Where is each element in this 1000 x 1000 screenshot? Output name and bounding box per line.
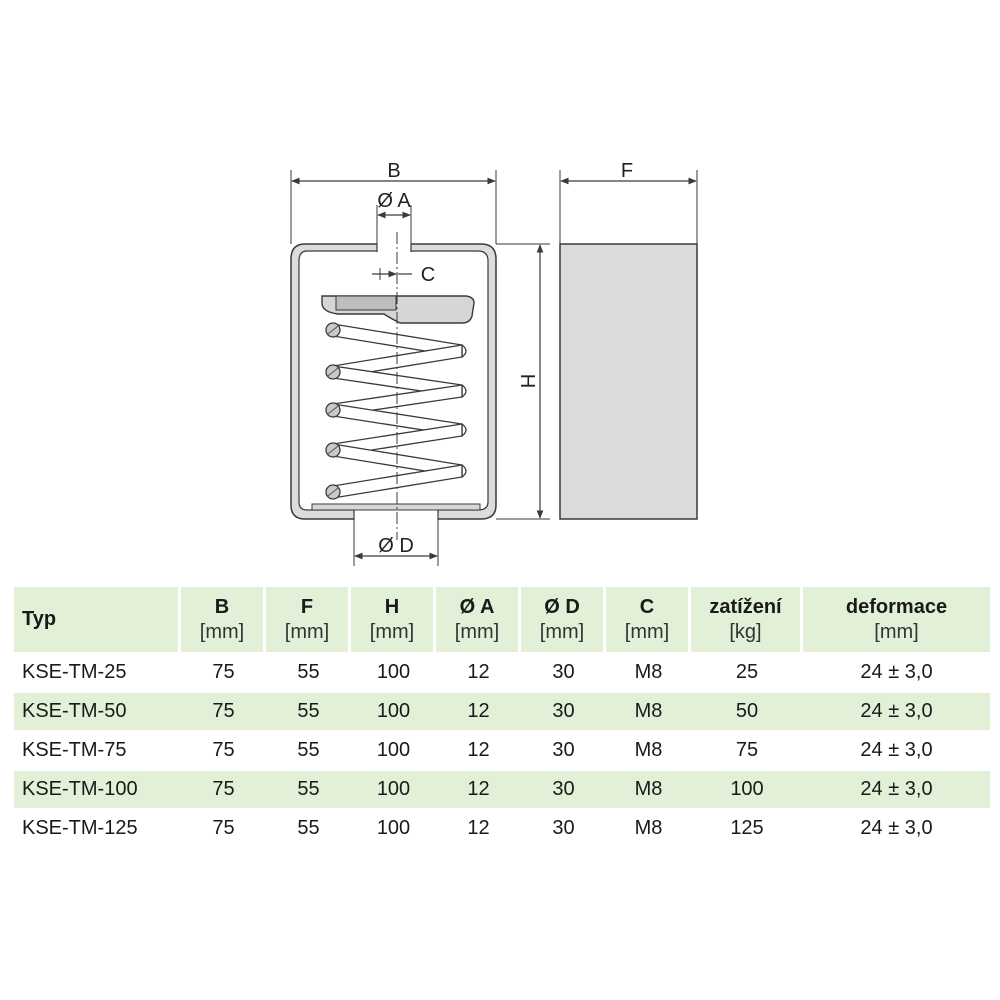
header-name: Typ bbox=[22, 608, 57, 630]
header-name: deformace bbox=[845, 595, 948, 618]
dimension-h bbox=[496, 244, 550, 519]
cell-value: 55 bbox=[266, 652, 351, 691]
dimension-a bbox=[377, 190, 411, 244]
cell-value: 75 bbox=[181, 808, 266, 847]
cell-value: 55 bbox=[266, 730, 351, 769]
cell-value: 125 bbox=[691, 808, 803, 847]
table-row bbox=[14, 730, 990, 769]
cell-value: 25 bbox=[691, 652, 803, 691]
cell-value: 75 bbox=[181, 769, 266, 808]
header-unit: [kg] bbox=[729, 620, 762, 643]
header-name: H bbox=[384, 595, 400, 618]
cell-value: 75 bbox=[691, 730, 803, 769]
table-row bbox=[14, 652, 990, 691]
cell-type: KSE-TM-50 bbox=[14, 691, 181, 730]
header-name: Ø A bbox=[459, 595, 495, 618]
cell-value: 55 bbox=[266, 691, 351, 730]
header-name: F bbox=[300, 595, 314, 618]
cell-type: KSE-TM-75 bbox=[14, 730, 181, 769]
cell-value: 100 bbox=[351, 730, 436, 769]
cell-value: 100 bbox=[351, 808, 436, 847]
cell-value: 12 bbox=[436, 730, 521, 769]
cell-value: 24 ± 3,0 bbox=[803, 769, 990, 808]
column-header-col-5 bbox=[521, 587, 606, 652]
table-row bbox=[14, 769, 990, 808]
column-header-col-8 bbox=[803, 587, 990, 652]
header-unit: [mm] bbox=[454, 620, 500, 643]
cell-value: M8 bbox=[606, 808, 691, 847]
cell-value: 30 bbox=[521, 652, 606, 691]
cell-value: 100 bbox=[351, 691, 436, 730]
column-header-col-7 bbox=[691, 587, 803, 652]
column-header-typ bbox=[14, 587, 181, 652]
cell-value: 75 bbox=[181, 652, 266, 691]
cell-type: KSE-TM-25 bbox=[14, 652, 181, 691]
cell-value: 100 bbox=[351, 769, 436, 808]
cell-value: 12 bbox=[436, 652, 521, 691]
cell-value: 50 bbox=[691, 691, 803, 730]
label-a: Ø A bbox=[377, 190, 411, 212]
column-header-col-4 bbox=[436, 587, 521, 652]
header-name: Ø D bbox=[544, 595, 580, 618]
column-header-col-1 bbox=[181, 587, 266, 652]
cell-value: M8 bbox=[606, 691, 691, 730]
cell-value: 100 bbox=[351, 652, 436, 691]
label-b: B bbox=[387, 160, 401, 182]
header-name: zatížení bbox=[709, 595, 782, 618]
spec-table bbox=[14, 587, 990, 847]
header-unit: [mm] bbox=[539, 620, 585, 643]
cell-value: 24 ± 3,0 bbox=[803, 730, 990, 769]
cell-value: M8 bbox=[606, 652, 691, 691]
column-header-col-3 bbox=[351, 587, 436, 652]
cell-value: 12 bbox=[436, 769, 521, 808]
header-unit: [mm] bbox=[199, 620, 245, 643]
label-h: H bbox=[516, 373, 538, 389]
header-unit: [mm] bbox=[624, 620, 670, 643]
column-header-col-6 bbox=[606, 587, 691, 652]
header-name: C bbox=[639, 595, 655, 618]
cell-type: KSE-TM-100 bbox=[14, 769, 181, 808]
header-unit: [mm] bbox=[284, 620, 330, 643]
cell-value: 30 bbox=[521, 691, 606, 730]
label-c: C bbox=[420, 264, 436, 286]
cell-value: 75 bbox=[181, 691, 266, 730]
housing-side-view bbox=[560, 244, 697, 519]
header-name: B bbox=[214, 595, 230, 618]
cell-value: M8 bbox=[606, 730, 691, 769]
cell-value: 24 ± 3,0 bbox=[803, 652, 990, 691]
cell-value: 75 bbox=[181, 730, 266, 769]
table-row bbox=[14, 808, 990, 847]
cell-value: 55 bbox=[266, 808, 351, 847]
label-d: Ø D bbox=[378, 535, 414, 557]
label-f: F bbox=[620, 160, 634, 182]
table-row bbox=[14, 691, 990, 730]
cell-value: 12 bbox=[436, 691, 521, 730]
cell-value: 100 bbox=[691, 769, 803, 808]
cell-type: KSE-TM-125 bbox=[14, 808, 181, 847]
cell-value: M8 bbox=[606, 769, 691, 808]
table-header-row bbox=[14, 587, 990, 652]
dimension-f bbox=[560, 160, 697, 244]
cell-value: 30 bbox=[521, 730, 606, 769]
header-unit: [mm] bbox=[369, 620, 415, 643]
cell-value: 30 bbox=[521, 808, 606, 847]
bottom-plate bbox=[312, 504, 480, 510]
cell-value: 30 bbox=[521, 769, 606, 808]
cell-value: 24 ± 3,0 bbox=[803, 691, 990, 730]
cell-value: 55 bbox=[266, 769, 351, 808]
dimension-d bbox=[354, 520, 438, 566]
cell-value: 12 bbox=[436, 808, 521, 847]
column-header-col-2 bbox=[266, 587, 351, 652]
cell-value: 24 ± 3,0 bbox=[803, 808, 990, 847]
header-unit: [mm] bbox=[874, 620, 919, 643]
